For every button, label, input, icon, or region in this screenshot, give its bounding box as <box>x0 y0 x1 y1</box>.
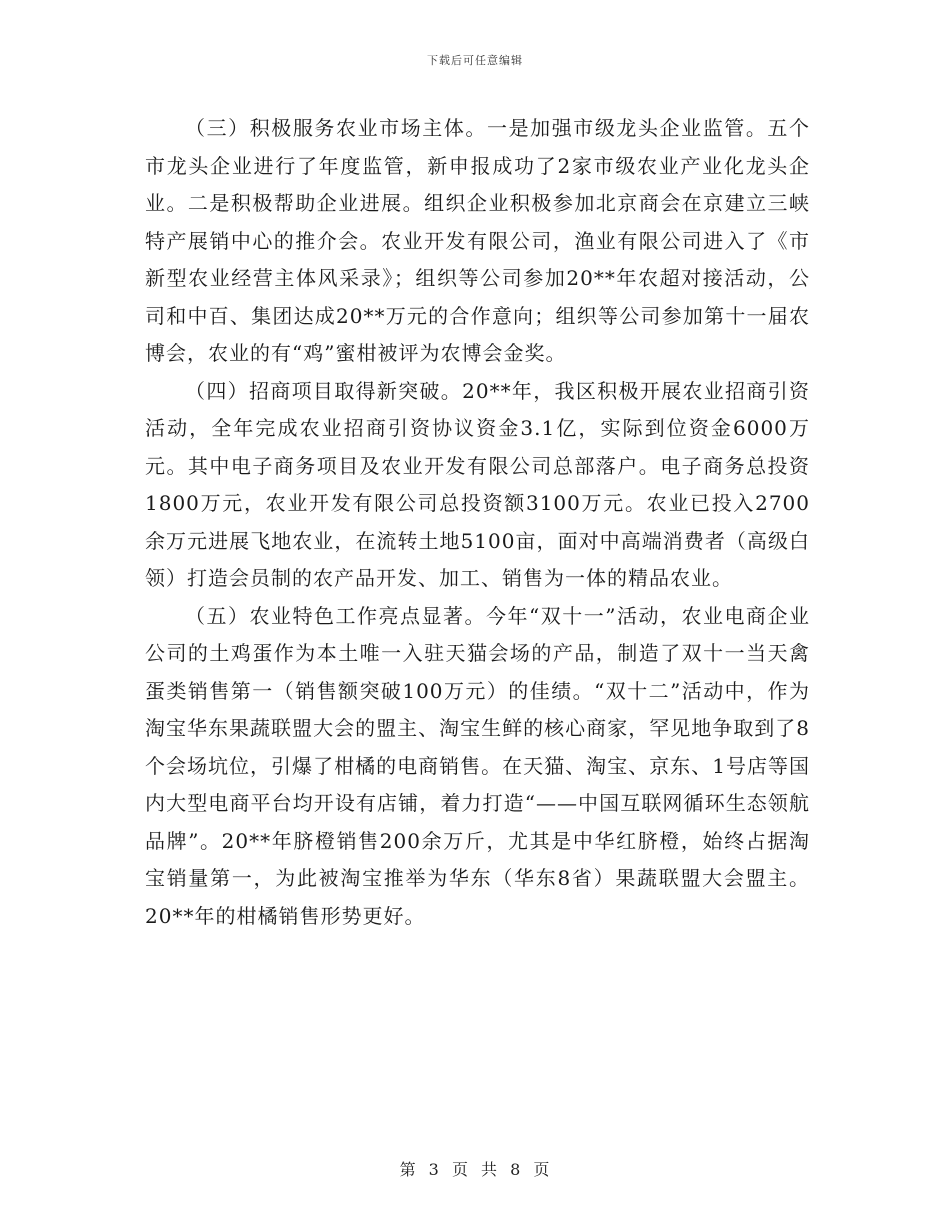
page-header: 下载后可任意编辑 <box>427 54 523 67</box>
paragraph-section-3: （三）积极服务农业市场主体。一是加强市级龙头企业监管。五个市龙头企业进行了年度监管，新申报成功了2家市级农业产业化龙头企业。二是积极帮助企业进展。组织企业积极参加北京商会在京建立三峡特产展销中心的推介会。农业开发有限公司，渔业有限公司进入了《市新型农业经营主体风采录》；组织等公司参加20**年农超对接活动，公司和中百、集团达成20**万元的合作意向；组织等公司参加第十一届农博会，农业的有“鸡”蜜柑被评为农博会金奖。 <box>145 116 810 365</box>
document-body <box>145 110 810 935</box>
paragraph-section-5: （五）农业特色工作亮点显著。今年“双十一”活动，农业电商企业公司的土鸡蛋作为本土唯一入驻天猫会场的产品，制造了双十一当天禽蛋类销售第一（销售额突破100万元）的佳绩。“双十二”活动中，作为淘宝华东果蔬联盟大会的盟主、淘宝生鲜的核心商家，罕见地争取到了8个会场坑位，引爆了柑橘的电商销售。在天猫、淘宝、京东、1号店等国内大型电商平台均开设有店铺，着力打造“——中国互联网循环生态领航品牌”。20**年脐橙销售200余万斤，尤其是中华红脐橙，始终占据淘宝销量第一，为此被淘宝推举为华东（华东8省）果蔬联盟大会盟主。20**年的柑橘销售形势更好。 <box>145 603 810 928</box>
page-number-footer: 第 3 页 共 8 页 <box>399 1160 551 1179</box>
paragraph-section-4: （四）招商项目取得新突破。20**年，我区积极开展农业招商引资活动，全年完成农业招商引资协议资金3.1亿，实际到位资金6000万元。其中电子商务项目及农业开发有限公司总部落户。电子商务总投资1800万元，农业开发有限公司总投资额3100万元。农业已投入2700余万元进展飞地农业，在流转土地5100亩，面对中高端消费者（高级白领）打造会员制的农产品开发、加工、销售为一体的精品农业。 <box>145 378 810 590</box>
